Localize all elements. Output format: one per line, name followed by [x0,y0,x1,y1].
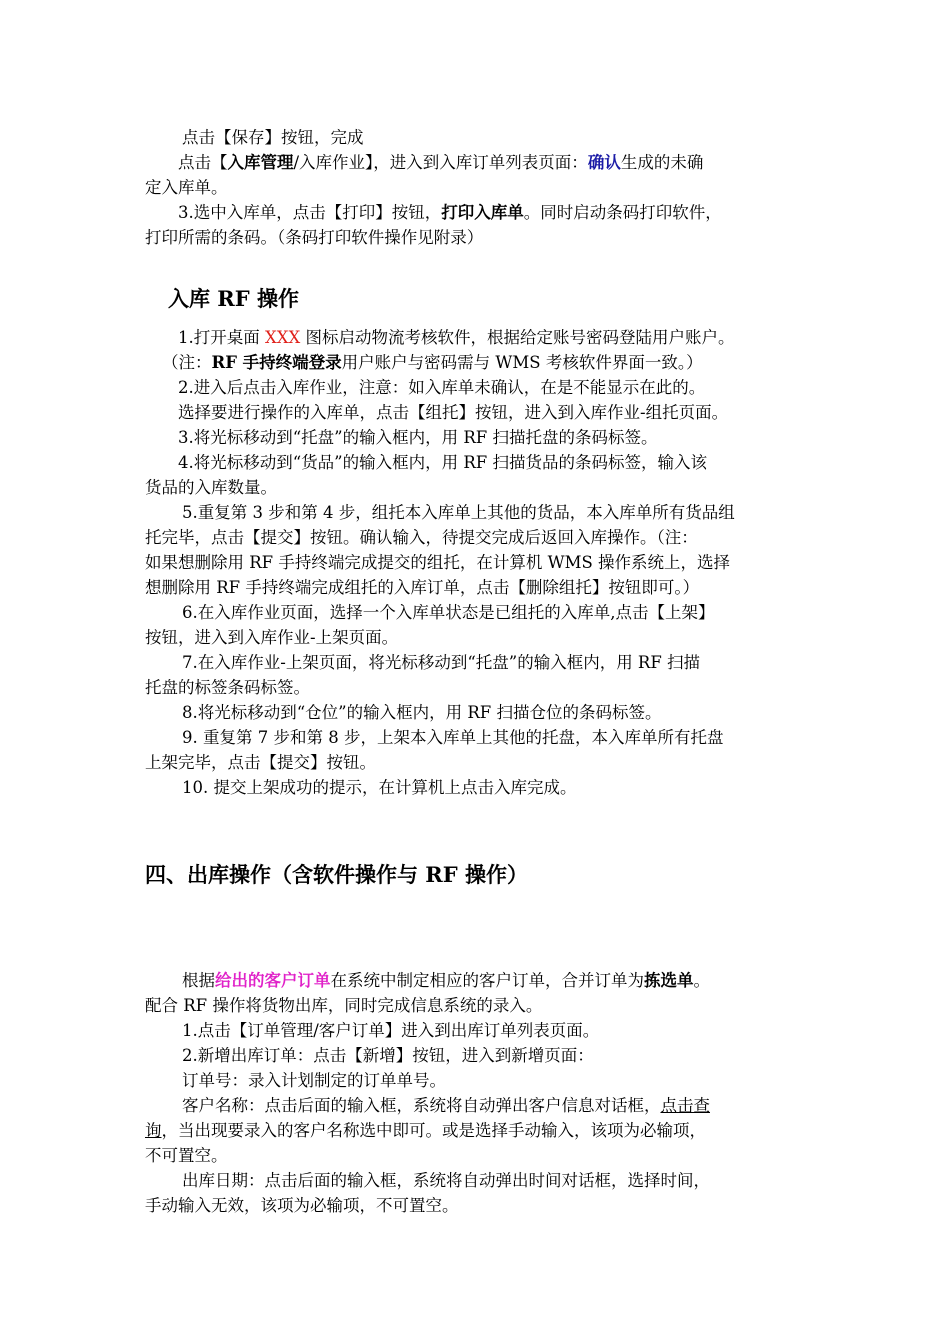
text: 用户账户与密码需与 WMS 考核软件界面一致。） [341,353,703,372]
text: 1.打开桌面 [178,328,265,347]
paragraph-line [145,1143,810,1168]
text: 手动输入无效，该项为必输项，不可置空。 [145,1196,459,1215]
paragraph-line [145,1118,810,1143]
text: 4.将光标移动到“货品”的输入框内，用 RF 扫描货品的条码标签，输入该 [178,453,707,472]
text: 货品的入库数量。 [145,478,277,497]
text: 7.在入库作业-上架页面，将光标移动到“托盘”的输入框内，用 RF 扫描 [182,653,701,672]
underlined-text: 点击查 [660,1096,710,1115]
paragraph-line [145,750,810,775]
red-text: XXX [265,328,301,347]
paragraph-line [182,600,847,625]
text: 点击【保存】按钮，完成 [182,128,364,147]
paragraph-line [145,575,810,600]
paragraph-line [182,700,847,725]
text: 点击【 [178,153,228,172]
text: 。 [693,971,710,990]
paragraph-line [145,475,810,500]
text: 配合 RF 操作将货物出库，同时完成信息系统的录入。 [145,996,543,1015]
paragraph-line [145,993,810,1018]
text: （注： [162,353,212,372]
section-heading-outbound: 四、出库操作（含软件操作与 RF 操作） [145,862,528,887]
section-heading-rf: 入库 RF 操作 [168,286,299,311]
bold-text: RF 手持终端登录 [211,353,342,372]
text: 订单号：录入计划制定的订单单号。 [182,1071,446,1090]
paragraph-line [182,725,847,750]
paragraph-line [178,400,843,425]
paragraph-line [182,1043,847,1068]
text: 8.将光标移动到“仓位”的输入框内，用 RF 扫描仓位的条码标签。 [182,703,662,722]
paragraph-line [182,1093,847,1118]
text: 生成的未确 [620,153,704,172]
underlined-text: 询 [145,1121,162,1140]
text: 10. 提交上架成功的提示，在计算机上点击入库完成。 [182,778,577,797]
highlight-confirm: 确认 [587,153,621,172]
text: 上架完毕，点击【提交】按钮。 [145,753,376,772]
paragraph-line [182,1068,847,1093]
bold-text: 拣选单 [644,971,694,990]
text: 6.在入库作业页面，选择一个入库单状态是已组托的入库单,点击【上架】 [182,603,715,622]
paragraph-line [145,1193,810,1218]
paragraph-line [178,325,843,350]
text: 。同时启动条码打印软件， [523,203,722,222]
text: 出库日期：点击后面的输入框，系统将自动弹出时间对话框，选择时间， [182,1171,710,1190]
paragraph-line [145,550,810,575]
paragraph-line [178,425,843,450]
text: 想删除用 RF 手持终端完成组托的入库订单，点击【删除组托】按钮即可。） [145,578,700,597]
paragraph-line [178,150,843,175]
paragraph-line [145,625,810,650]
paragraph-line [182,968,847,993]
text: 如果想删除用 RF 手持终端完成提交的组托，在计算机 WMS 操作系统上，选择 [145,553,731,572]
paragraph-line [162,350,827,375]
paragraph-line [182,650,847,675]
text: /入库作业】，进入到入库订单列表页面： [293,153,588,172]
paragraph-line [182,775,847,800]
paragraph-line [178,450,843,475]
text: 2.新增出库订单：点击【新增】按钮，进入到新增页面： [182,1046,594,1065]
text: ，当出现要录入的客户名称选中即可。或是选择手动输入，该项为必输项， [161,1121,706,1140]
paragraph-line [178,200,843,225]
text: 定入库单。 [145,178,228,197]
text: 托完毕，点击【提交】按钮。确认输入，待提交完成后返回入库操作。（注： [145,528,698,547]
paragraph-line [182,125,847,150]
paragraph-line [145,525,810,550]
text: 2.进入后点击入库作业，注意：如入库单未确认，在是不能显示在此的。 [178,378,706,397]
text: 根据 [182,971,215,990]
paragraph-line [178,375,843,400]
paragraph-line [145,675,810,700]
bold-text: 入库管理 [227,153,294,172]
text: 3.将光标移动到“托盘”的输入框内，用 RF 扫描托盘的条码标签。 [178,428,658,447]
text: 图标启动物流考核软件，根据给定账号密码登陆用户账户。 [300,328,735,347]
text: 5.重复第 3 步和第 4 步，组托本入库单上其他的货品，本入库单所有货品组 [182,503,735,522]
text: 托盘的标签条码标签。 [145,678,310,697]
text: 打印所需的条码。（条码打印软件操作见附录） [145,228,484,247]
text: 选择要进行操作的入库单，点击【组托】按钮，进入到入库作业-组托页面。 [178,403,729,422]
paragraph-line [182,1168,847,1193]
highlight-customer-order: 给出的客户订单 [215,971,331,990]
paragraph-line [145,225,810,250]
text: 不可置空。 [145,1146,228,1165]
text: 按钮，进入到入库作业-上架页面。 [145,628,399,647]
text: 在系统中制定相应的客户订单，合并订单为 [330,971,644,990]
paragraph-line [145,175,810,200]
paragraph-line [182,500,847,525]
text: 3.选中入库单，点击【打印】按钮， [178,203,442,222]
paragraph-line [182,1018,847,1043]
text: 9. 重复第 7 步和第 8 步，上架本入库单上其他的托盘，本入库单所有托盘 [182,728,724,747]
text: 1.点击【订单管理/客户订单】进入到出库订单列表页面。 [182,1021,600,1040]
text: 客户名称：点击后面的输入框，系统将自动弹出客户信息对话框， [182,1096,661,1115]
bold-text: 打印入库单 [441,203,524,222]
